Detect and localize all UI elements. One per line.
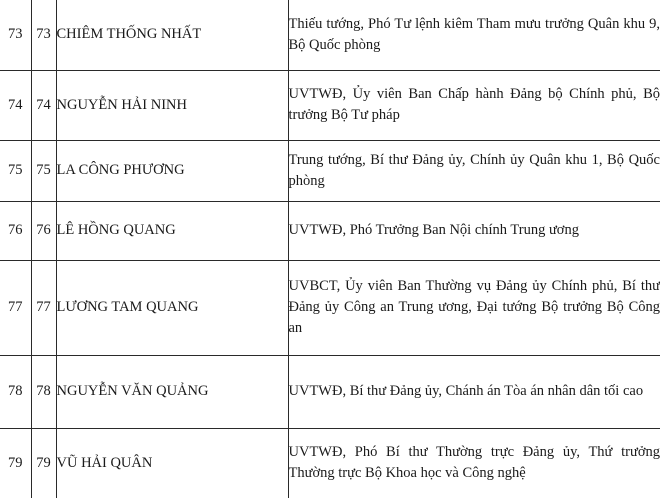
- person-name: NGUYỄN VĂN QUẢNG: [56, 355, 288, 428]
- person-position: UVTWĐ, Ủy viên Ban Chấp hành Đảng bộ Chính phủ, Bộ trưởng Bộ Tư pháp: [288, 70, 660, 140]
- person-position: UVTWĐ, Phó Bí thư Thường trực Đảng ủy, Thứ trưởng Thường trực Bộ Khoa học và Công nghệ: [288, 428, 660, 498]
- person-name: LÊ HỒNG QUANG: [56, 201, 288, 260]
- row-number: 77: [31, 260, 56, 355]
- person-position: UVBCT, Ủy viên Ban Thường vụ Đảng ủy Chính phủ, Bí thư Đảng ủy Công an Trung ương, Đại tướng Bộ trưởng Bộ Công an: [288, 260, 660, 355]
- table-row: [0, 428, 660, 498]
- table-row: [0, 70, 660, 140]
- row-number: 79: [31, 428, 56, 498]
- person-position: UVTWĐ, Bí thư Đảng ủy, Chánh án Tòa án nhân dân tối cao: [288, 355, 660, 428]
- row-index: 77: [0, 260, 31, 355]
- row-index: 78: [0, 355, 31, 428]
- row-number: 76: [31, 201, 56, 260]
- table-row: [0, 140, 660, 201]
- row-index: 74: [0, 70, 31, 140]
- row-number: 78: [31, 355, 56, 428]
- row-index: 76: [0, 201, 31, 260]
- row-index: 73: [0, 0, 31, 70]
- table-row: [0, 201, 660, 260]
- person-position: Trung tướng, Bí thư Đảng ủy, Chính ủy Quân khu 1, Bộ Quốc phòng: [288, 140, 660, 201]
- person-name: LƯƠNG TAM QUANG: [56, 260, 288, 355]
- row-number: 75: [31, 140, 56, 201]
- row-number: 74: [31, 70, 56, 140]
- row-number: 73: [31, 0, 56, 70]
- table-row: [0, 355, 660, 428]
- table-row: [0, 260, 660, 355]
- person-position: Thiếu tướng, Phó Tư lệnh kiêm Tham mưu trưởng Quân khu 9, Bộ Quốc phòng: [288, 0, 660, 70]
- person-name: VŨ HẢI QUÂN: [56, 428, 288, 498]
- person-position: UVTWĐ, Phó Trưởng Ban Nội chính Trung ương: [288, 201, 660, 260]
- person-name: CHIÊM THỐNG NHẤT: [56, 0, 288, 70]
- table-row: [0, 0, 660, 70]
- row-index: 79: [0, 428, 31, 498]
- person-name: NGUYỄN HẢI NINH: [56, 70, 288, 140]
- person-name: LA CÔNG PHƯƠNG: [56, 140, 288, 201]
- row-index: 75: [0, 140, 31, 201]
